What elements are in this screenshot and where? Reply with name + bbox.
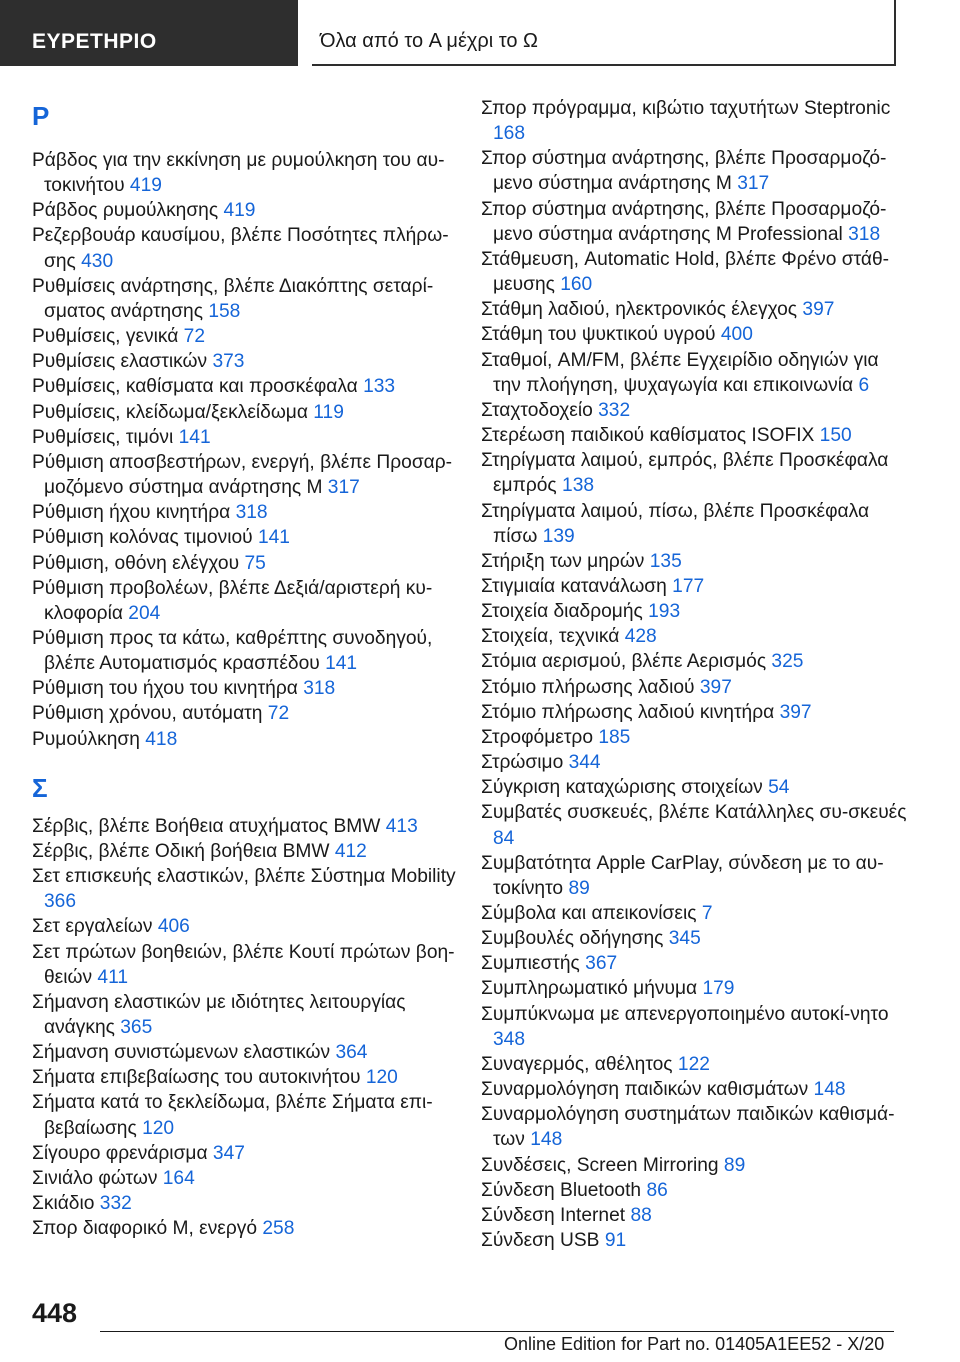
page-reference-link[interactable]: 164 (162, 1167, 195, 1189)
page-reference-link[interactable]: 397 (699, 676, 732, 698)
index-entry (32, 349, 458, 374)
page-reference-link[interactable]: 89 (723, 1154, 746, 1176)
left-column (32, 96, 458, 1241)
index-entry-text: Στοιχεία διαδρομής (481, 601, 643, 623)
index-entry (32, 701, 458, 726)
index-entry (481, 1228, 911, 1253)
page-reference-link[interactable]: 141 (257, 527, 290, 549)
index-entry-text: Συμπιεστής (481, 953, 580, 975)
page-reference-link[interactable]: 148 (530, 1129, 563, 1151)
index-entry-text: Στάθμη λαδιού, ηλεκτρονικός έλεγχος (481, 299, 798, 321)
page-reference-link[interactable]: 317 (327, 477, 360, 499)
page-reference-link[interactable]: 6 (858, 374, 870, 396)
page-reference-link[interactable]: 413 (385, 815, 418, 837)
page-reference-link[interactable]: 412 (334, 840, 367, 862)
index-entry-text: Σέρβις, βλέπε Βοήθεια ατυχήματος BMW (32, 815, 381, 837)
index-entry (481, 1002, 911, 1052)
page-reference-link[interactable]: 419 (129, 175, 162, 197)
index-entry (481, 146, 911, 196)
page-reference-link[interactable]: 258 (262, 1218, 295, 1240)
index-entry-text: Στηρίγματα λαιμού, πίσω, βλέπε Προσκέφαλα πίσω (481, 500, 870, 547)
page-reference-link[interactable]: 185 (598, 726, 631, 748)
index-entry-text: Ρύθμιση προς τα κάτω, καθρέπτης συνοδηγού, βλέπε Αυτοματισμός κρασπέδου (32, 627, 433, 675)
index-entry-text: Ράβδος ρυμούλκησης (32, 200, 219, 222)
page-reference-link[interactable]: 397 (802, 299, 835, 321)
index-entry (32, 990, 458, 1040)
index-entry-text: Σύνδεση Internet (481, 1204, 626, 1226)
footer-divider (100, 1331, 894, 1332)
index-tab: ΕΥΡΕΤΗΡΙΟ (0, 0, 298, 66)
index-entry (481, 851, 911, 901)
index-entry-text: Σήματα επιβεβαίωσης του αυτοκινήτου (32, 1067, 361, 1089)
index-entry (32, 450, 458, 500)
page-reference-link[interactable]: 193 (648, 601, 681, 623)
page-reference-link[interactable]: 397 (779, 701, 812, 723)
index-entry (32, 839, 458, 864)
page-reference-link[interactable]: 89 (568, 877, 590, 899)
index-entry (32, 400, 458, 425)
index-entry (32, 500, 458, 525)
index-entry-text: Συναρμολόγηση συστημάτων παιδικών καθισμά‐των (481, 1104, 895, 1151)
index-entry (32, 940, 458, 990)
index-entry (481, 624, 911, 649)
page-reference-link[interactable]: 318 (303, 678, 336, 700)
index-entry-text: Συναγερμός, αθέλητος (481, 1053, 673, 1075)
index-entry (481, 675, 911, 700)
section-letter-rho: Ρ (32, 101, 50, 131)
page-reference-link[interactable]: 318 (235, 502, 268, 524)
index-entry (481, 1102, 911, 1152)
page-reference-link[interactable]: 141 (178, 426, 211, 448)
index-entry (32, 525, 458, 550)
index-entry-text: Στόμια αερισμού, βλέπε Αερισμός (481, 651, 767, 673)
index-list-rho (32, 148, 458, 752)
index-entry-text: Σπορ διαφορικό M, ενεργό (32, 1218, 258, 1240)
page-reference-link[interactable]: 411 (97, 966, 128, 988)
page-reference-link[interactable]: 419 (223, 200, 256, 222)
page-reference-link[interactable]: 91 (604, 1230, 627, 1252)
index-entry-text: Σήματα κατά το ξεκλείδωμα, βλέπε Σήματα επι‐βεβαίωσης (32, 1092, 433, 1139)
index-entry (481, 976, 911, 1001)
edition-footer: Online Edition for Part no. 01405A1EE52 - X/20 (504, 1334, 885, 1354)
page-reference-link[interactable]: 72 (267, 703, 290, 725)
page-number: 448 (32, 1298, 78, 1328)
index-entry (481, 574, 911, 599)
index-entry (32, 374, 458, 399)
index-entry (481, 1077, 911, 1102)
page-reference-link[interactable]: 148 (813, 1079, 846, 1101)
index-entry-text: Ρύθμιση προβολέων, βλέπε Δεξιά/αριστερή κυ‐κλοφορία (32, 577, 433, 624)
page-reference-link[interactable]: 366 (44, 891, 77, 913)
index-entry (32, 148, 458, 198)
page-reference-link[interactable]: 120 (365, 1067, 398, 1089)
page-reference-link[interactable]: 418 (145, 728, 178, 750)
index-entry (481, 951, 911, 976)
index-entry-text: Ρυμούλκηση (32, 728, 140, 750)
index-entry (481, 322, 911, 347)
index-entry-text: Ρύθμιση χρόνου, αυτόματη (32, 703, 263, 725)
page-reference-link[interactable]: 373 (212, 351, 245, 373)
page-reference-link[interactable]: 7 (701, 903, 713, 924)
page-reference-link[interactable]: 122 (677, 1053, 710, 1075)
index-entry (481, 1052, 911, 1077)
index-entry (32, 576, 458, 626)
index-entry-text: Σπορ πρόγραμμα, κιβώτιο ταχυτήτων Steptronic (481, 98, 891, 119)
index-entry-text: Σπορ σύστημα ανάρτησης, βλέπε Προσαρμοζό‐μενο σύστημα ανάρτησης M Professional (481, 198, 887, 245)
index-entry-text: Ρυθμίσεις ανάρτησης, βλέπε Διακόπτης σεταρί‐σματος ανάρτησης (32, 275, 434, 322)
index-entry (32, 425, 458, 450)
page-reference-link[interactable]: 325 (771, 651, 804, 673)
index-entry (481, 96, 911, 146)
index-entry (32, 1166, 458, 1191)
index-entry-text: Ρυθμίσεις, τιμόνι (32, 426, 174, 448)
index-entry-text: Συνδέσεις, Screen Mirroring (481, 1154, 719, 1176)
index-entry (481, 1153, 911, 1178)
page-reference-link[interactable]: 430 (81, 250, 114, 272)
page-reference-link[interactable]: 317 (737, 173, 770, 195)
index-entry-text: Στάθμη του ψυκτικού υγρού (481, 324, 716, 346)
index-entry-text: Ρύθμιση κολόνας τιμονιού (32, 527, 253, 549)
page-reference-link[interactable]: 332 (598, 399, 631, 421)
index-entry (481, 700, 911, 725)
index-entry-text: Σύμβολα και απεικονίσεις (481, 903, 697, 924)
index-entry-text: Ρεζερβουάρ καυσίμου, βλέπε Ποσότητες πλήρω‐σης (32, 225, 449, 272)
index-entry-text: Στιγμιαία κατανάλωση (481, 575, 667, 597)
page-reference-link[interactable]: 88 (630, 1204, 652, 1226)
page-reference-link[interactable]: 365 (120, 1017, 153, 1038)
index-entry-text: Σετ επισκευής ελαστικών, βλέπε Σύστημα Mobility (32, 866, 456, 888)
index-entry-text: Σταθμοί, AM/FM, βλέπε Εγχειρίδιο οδηγιών για την πλοήγηση, ψυχαγωγία και επικοινωνία (481, 349, 879, 396)
index-entry (481, 348, 911, 398)
index-entry (32, 324, 458, 349)
index-entry (32, 914, 458, 939)
index-entry-text: Σέρβις, βλέπε Οδική βοήθεια BMW (32, 840, 330, 862)
index-entry (481, 423, 911, 448)
index-entry (481, 800, 911, 850)
index-entry-text: Ράβδος για την εκκίνηση με ρυμούλκηση του αυ‐τοκινήτου (32, 150, 445, 197)
index-entry-text: Στερέωση παιδικού καθίσματος ISOFIX (481, 425, 815, 447)
index-entry-text: Στόμιο πλήρωσης λαδιού κινητήρα (481, 701, 775, 723)
index-entry-text: Ρύθμιση ήχου κινητήρα (32, 502, 231, 524)
index-entry (481, 926, 911, 951)
page-reference-link[interactable]: 135 (649, 550, 682, 572)
page-reference-link[interactable]: 332 (99, 1193, 132, 1215)
page-reference-link[interactable]: 406 (157, 916, 190, 938)
page-reference-link[interactable]: 428 (624, 626, 657, 648)
index-entry-text: Σετ πρώτων βοηθειών, βλέπε Κουτί πρώτων βοη‐θειών (32, 941, 455, 988)
page-reference-link[interactable]: 179 (702, 978, 735, 1000)
index-entry (481, 750, 911, 775)
index-entry (32, 676, 458, 701)
page-reference-link[interactable]: 133 (363, 376, 396, 398)
index-entry-text: Συμβουλές οδήγησης (481, 928, 664, 950)
page-reference-link[interactable]: 120 (142, 1117, 175, 1139)
index-entry (32, 1216, 458, 1241)
index-entry (32, 551, 458, 576)
index-entry-text: Ρυθμίσεις, κλείδωμα/ξεκλείδωμα (32, 401, 308, 423)
page-header (0, 0, 960, 66)
index-entry-text: Στάθμευση, Automatic Hold, βλέπε Φρένο στάθ‐μευσης (481, 248, 890, 296)
index-entry (481, 448, 911, 498)
page-reference-link[interactable]: 177 (672, 575, 705, 597)
index-entry (481, 398, 911, 423)
index-entry (32, 814, 458, 839)
page-reference-link[interactable]: 347 (212, 1142, 245, 1164)
page-reference-link[interactable]: 168 (493, 123, 526, 145)
index-entry-text: Σύνδεση Bluetooth (481, 1179, 642, 1201)
index-list-sigma-continued (481, 96, 911, 1253)
index-entry (481, 1178, 911, 1203)
index-entry-text: Σύνδεση USB (481, 1230, 600, 1252)
index-entry-text: Ρύθμιση, οθόνη ελέγχου (32, 552, 240, 574)
index-entry-text: Στόμιο πλήρωσης λαδιού (481, 676, 695, 698)
index-entry-text: Συμβατότητα Apple CarPlay, σύνδεση με το αυ‐τοκίνητο (481, 852, 884, 899)
index-entry-text: Ρυθμίσεις ελαστικών (32, 351, 208, 373)
index-entry-text: Συμπληρωματικό μήνυμα (481, 978, 698, 1000)
index-entry-text: Ρυθμίσεις, γενικά (32, 326, 179, 348)
page-reference-link[interactable]: 318 (848, 223, 881, 245)
index-entry-text: Σίγουρο φρενάρισμα (32, 1142, 208, 1164)
index-entry-text: Στρώσιμο (481, 752, 564, 774)
index-entry-text: Σήμανση ελαστικών με ιδιότητες λειτουργίας ανάγκης (32, 991, 406, 1038)
index-entry (481, 247, 911, 297)
page-reference-link[interactable]: 138 (562, 475, 595, 497)
index-entry-text: Στροφόμετρο (481, 726, 593, 748)
right-column (481, 96, 911, 1253)
index-entry-text: Σύγκριση καταχώρισης στοιχείων (481, 777, 763, 799)
page-reference-link[interactable]: 345 (668, 928, 701, 950)
header-subtitle: Όλα από το A μέχρι το Ω (312, 0, 896, 66)
index-entry-text: Σετ εργαλείων (32, 916, 153, 938)
page-reference-link[interactable]: 86 (646, 1179, 668, 1201)
index-entry-text: Συναρμολόγηση παιδικών καθισμάτων (481, 1079, 809, 1101)
index-entry-text: Στοιχεία, τεχνικά (481, 626, 620, 648)
index-entry (481, 549, 911, 574)
page-reference-link[interactable]: 367 (585, 953, 618, 975)
index-entry (32, 727, 458, 752)
page-reference-link[interactable]: 364 (335, 1042, 368, 1064)
index-entry (32, 198, 458, 223)
index-entry-text: Συμβατές συσκευές, βλέπε Κατάλληλες συ‐σκευές (481, 802, 907, 824)
index-entry (481, 775, 911, 800)
index-entry-text: Στηρίγματα λαιμού, εμπρός, βλέπε Προσκέφαλα εμπρός (481, 450, 889, 497)
index-entry-text: Σήμανση συνιστώμενων ελαστικών (32, 1042, 331, 1064)
index-entry (481, 649, 911, 674)
index-entry (481, 1203, 911, 1228)
index-entry-text: Συμπύκνωμα με απενεργοποιημένο αυτοκί‐νητο (481, 1003, 889, 1025)
page-reference-link[interactable]: 160 (560, 274, 593, 296)
page-reference-link[interactable]: 150 (819, 425, 852, 447)
index-entry-text: Σταχτοδοχείο (481, 399, 593, 421)
page-reference-link[interactable]: 119 (313, 401, 344, 423)
page-reference-link[interactable]: 348 (493, 1028, 526, 1050)
index-entry-text: Ρύθμιση αποσβεστήρων, ενεργή, βλέπε Προσαρ‐μοζόμενο σύστημα ανάρτησης M (32, 451, 453, 499)
index-entry (481, 725, 911, 750)
page-reference-link[interactable]: 54 (768, 777, 790, 799)
page-reference-link[interactable]: 158 (208, 300, 241, 322)
page-reference-link[interactable]: 75 (244, 552, 266, 574)
index-entry (481, 901, 911, 926)
page-reference-link[interactable]: 344 (568, 752, 601, 774)
index-entry (32, 274, 458, 324)
index-entry (481, 197, 911, 247)
section-letter-sigma: Σ (32, 772, 48, 803)
page-reference-link[interactable]: 400 (720, 324, 753, 346)
page-reference-link[interactable]: 204 (128, 602, 161, 624)
index-entry (481, 599, 911, 624)
index-entry (32, 223, 458, 273)
index-entry-text: Στήριξη των μηρών (481, 550, 645, 572)
index-entry (32, 1090, 458, 1140)
index-entry (481, 499, 911, 549)
index-entry (32, 864, 458, 914)
page-reference-link[interactable]: 72 (183, 326, 205, 348)
index-entry (32, 1065, 458, 1090)
index-entry-text: Σκιάδιο (32, 1193, 95, 1215)
index-entry (32, 626, 458, 676)
index-list-sigma (32, 814, 458, 1242)
page-reference-link[interactable]: 139 (542, 525, 575, 547)
index-entry (32, 1191, 458, 1216)
page-reference-link[interactable]: 84 (493, 827, 515, 849)
index-entry-text: Σινιάλο φώτων (32, 1167, 158, 1189)
index-entry-text: Ρύθμιση του ήχου του κινητήρα (32, 678, 298, 700)
index-entry (32, 1040, 458, 1065)
index-entry-text: Σπορ σύστημα ανάρτησης, βλέπε Προσαρμοζό‐μενο σύστημα ανάρτησης M (481, 148, 887, 195)
page-reference-link[interactable]: 141 (325, 653, 358, 675)
index-entry-text: Ρυθμίσεις, καθίσματα και προσκέφαλα (32, 376, 358, 398)
index-entry (481, 297, 911, 322)
index-entry (32, 1141, 458, 1166)
